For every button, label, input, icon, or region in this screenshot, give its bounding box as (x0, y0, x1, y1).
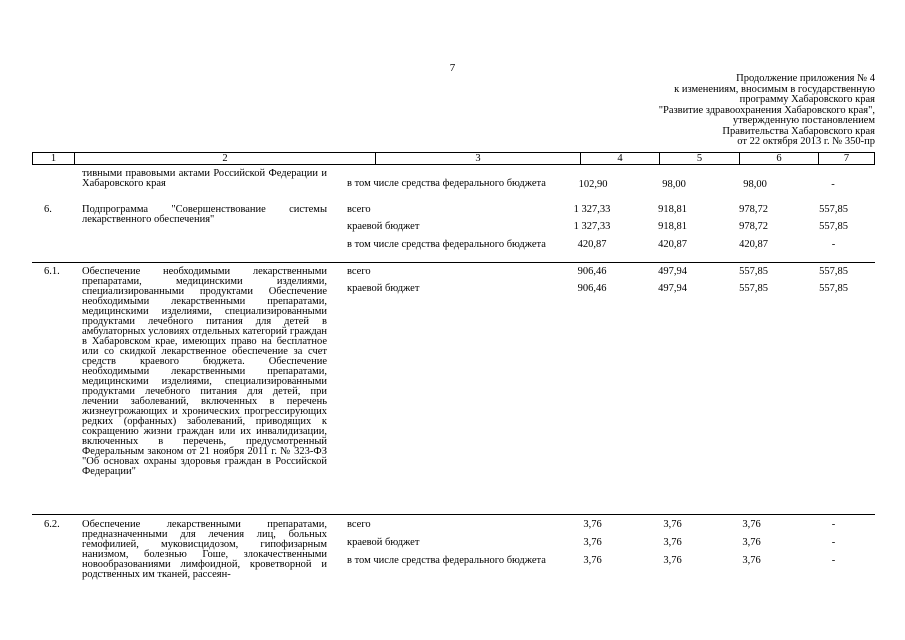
value-col4: 3,76 (583, 537, 602, 548)
value-col5: 918,81 (658, 204, 687, 215)
value-col7: - (831, 537, 836, 548)
row-source: всего (347, 266, 371, 277)
value-col5: 98,00 (662, 179, 686, 190)
row-source: всего (347, 204, 371, 215)
row-divider (32, 514, 875, 515)
value-col6: 420,87 (739, 239, 768, 250)
value-col4: 3,76 (583, 519, 602, 530)
table-column-header (32, 152, 875, 165)
value-col5: 497,94 (658, 266, 687, 277)
column-number-6: 6 (739, 153, 818, 164)
value-col6: 978,72 (739, 221, 768, 232)
row-number: 6.1. (44, 266, 60, 277)
header-line: Правительства Хабаровского края (722, 125, 875, 137)
value-col6: 557,85 (739, 266, 768, 277)
value-col4: 1 327,33 (573, 204, 611, 215)
row-source: в том числе средства федерального бюджета (347, 555, 546, 566)
value-col6: 557,85 (739, 283, 768, 294)
row-name: тивными правовыми актами Российской Федерации и Хабаровского края (82, 168, 327, 189)
value-col4: 906,46 (577, 283, 607, 294)
value-col7: - (831, 179, 835, 190)
page-number: 7 (449, 62, 456, 74)
column-number-3: 3 (375, 153, 580, 164)
value-col5: 3,76 (663, 519, 682, 530)
value-col5: 918,81 (658, 221, 687, 232)
value-col7: 557,85 (819, 283, 848, 294)
column-number-2: 2 (74, 153, 375, 164)
row-number: 6.2. (44, 519, 60, 530)
row-name: Обеспечение необходимыми лекарственными препаратами, медицинскими изделиями, специализированными продуктами Обеспечение необходимыми лекарственными препаратами, медицинскими изделиями, специализированными продуктами лечебного питания для детей в амбулаторных условиях отдельных категорий граждан в Хабаровском крае, имеющих право на бесплатное или со скидкой лекарственное обеспечение за счет средств краевого бюджета. Обеспечение необходимыми лекарственными препаратами, медицинскими изделиями, специализированными продуктами лечебного питания для детей, при лечении заболеваний, включенных в перечень жизнеугрожающих и хронических прогрессирующих редких (орфанных) заболеваний, приводящих к сокращению жизни граждан или их инвалидизации, включенных в перечень, предусмотренный Федеральным законом от 21 ноября 2011 г. № 323-ФЗ "Об основах охраны здоровья граждан в Российской Федерации" (82, 266, 327, 477)
row-source: всего (347, 519, 371, 530)
header-line: к изменениям, вносимым в государственную (674, 83, 875, 95)
value-col4: 420,87 (577, 239, 607, 250)
column-number-4: 4 (580, 153, 659, 164)
value-col7: 557,85 (819, 204, 848, 215)
value-col5: 420,87 (658, 239, 687, 250)
value-col7: - (831, 555, 836, 566)
value-col4: 1 327,33 (573, 221, 611, 232)
value-col7: - (831, 519, 836, 530)
header-line: от 22 октября 2013 г. № 350-пр (737, 136, 875, 147)
row-source: в том числе средства федерального бюджета (347, 239, 546, 250)
value-col5: 3,76 (663, 555, 682, 566)
value-col4: 3,76 (583, 555, 602, 566)
row-source: краевой бюджет (347, 537, 420, 548)
row-source: краевой бюджет (347, 283, 420, 294)
value-col6: 3,76 (742, 555, 761, 566)
header-line: программу Хабаровского края (739, 94, 875, 105)
value-col6: 98,00 (743, 179, 767, 190)
value-col6: 3,76 (742, 519, 761, 530)
row-divider (32, 262, 875, 263)
value-col7: 557,85 (819, 266, 848, 277)
row-number: 6. (44, 204, 52, 215)
header-line: утвержденную постановлением (732, 115, 875, 126)
value-col6: 978,72 (739, 204, 768, 215)
value-col5: 3,76 (663, 537, 682, 548)
value-col7: 557,85 (819, 221, 848, 232)
value-col7: - (831, 239, 836, 250)
value-col4: 906,46 (577, 266, 607, 277)
row-name: Подпрограмма "Совершенствование системы лекарственного обеспечения" (82, 204, 327, 225)
header-line: Продолжение приложения № 4 (736, 73, 875, 84)
value-col6: 3,76 (742, 537, 761, 548)
column-number-5: 5 (659, 153, 739, 164)
column-number-7: 7 (818, 153, 874, 164)
value-col5: 497,94 (658, 283, 687, 294)
header-line: "Развитие здравоохранения Хабаровского края", (658, 104, 875, 116)
row-source: краевой бюджет (347, 221, 420, 232)
value-col4: 102,90 (578, 179, 608, 190)
column-number-1: 1 (50, 153, 57, 164)
row-name: Обеспечение лекарственными препаратами, предназначенными для лечения лиц, больных гемофилией, муковисцидозом, гипофизарным нанизмом, болезнью Гоше, злокачественными новообразованиями лимфоидной, кроветворной и родственных им тканей, рассеян- (82, 519, 327, 580)
row-source: в том числе средства федерального бюджета (347, 178, 546, 189)
appendix-header-note (555, 74, 875, 148)
